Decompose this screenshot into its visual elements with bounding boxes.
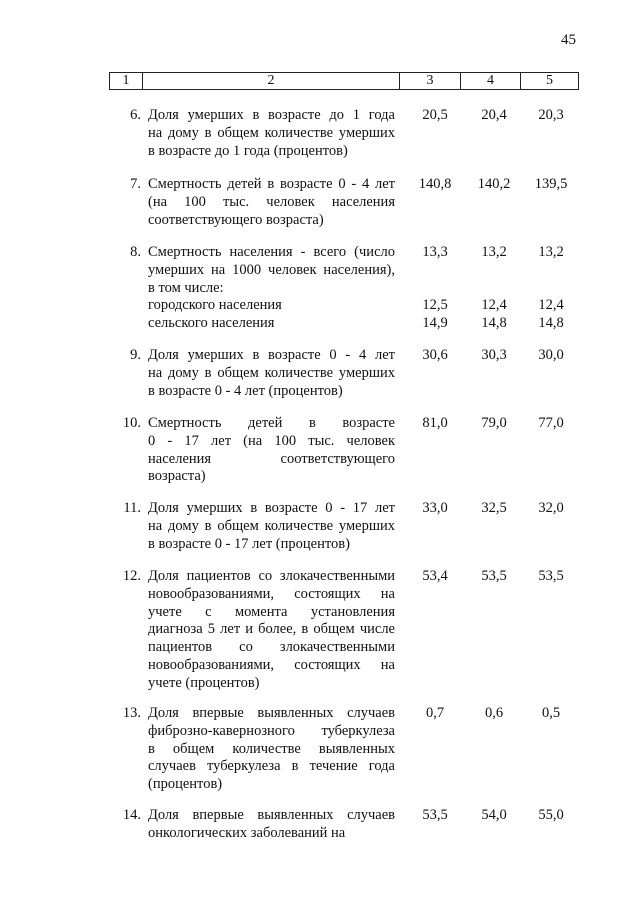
description-line: в общем количестве выявленных	[148, 740, 395, 757]
value-col-3	[405, 107, 465, 125]
value-col-5	[521, 176, 581, 194]
cell-value: 32,5	[481, 500, 507, 516]
page-number: 45	[561, 32, 576, 48]
cell-value: 20,5	[422, 107, 448, 123]
cell-value: 54,0	[481, 807, 507, 823]
cell-value: 14,8	[538, 315, 564, 332]
row-number: 7.	[130, 176, 141, 192]
value-col-4	[464, 807, 524, 825]
cell-value: 53,4	[422, 568, 448, 584]
value-col-5	[521, 415, 581, 433]
cell-value: 0,7	[425, 705, 445, 721]
value-col-4	[464, 347, 524, 365]
value-col-5	[521, 568, 581, 586]
header-col-3: 3	[400, 73, 461, 89]
value-col-3	[405, 347, 465, 365]
row-description	[148, 807, 395, 843]
description-line: населения соответствующего	[148, 450, 395, 467]
value-col-3	[405, 705, 465, 723]
cell-value	[405, 280, 465, 298]
value-col-3	[405, 176, 465, 194]
cell-value: 139,5	[534, 176, 568, 192]
cell-value: 77,0	[538, 415, 564, 431]
description-line: Доля впервые выявленных случаев	[148, 807, 395, 823]
description-line: онкологических заболеваний на	[148, 824, 346, 841]
cell-value: 53,5	[481, 568, 507, 584]
description-line: (процентов)	[148, 776, 223, 793]
description-line: Доля пациентов со злокачественными	[148, 568, 395, 584]
row-description	[148, 568, 395, 693]
description-line: в возрасте до 1 года (процентов)	[148, 142, 348, 159]
row-number: 6.	[130, 107, 141, 123]
header-col-2: 2	[143, 73, 400, 89]
cell-value: 20,3	[538, 107, 564, 123]
cell-value: 14,8	[481, 315, 507, 332]
description-line: в возрасте 0 - 17 лет (процентов)	[148, 535, 350, 552]
value-col-4	[464, 500, 524, 518]
cell-value: 81,0	[422, 415, 448, 431]
description-line: пациентов со злокачественными	[148, 639, 395, 656]
row-description	[148, 415, 395, 486]
row-number: 10.	[122, 415, 141, 431]
description-line: на дому в общем количестве умерших	[148, 517, 395, 534]
row-description	[148, 244, 395, 333]
cell-value: 79,0	[481, 415, 507, 431]
row-number: 9.	[130, 347, 141, 363]
row-number: 14.	[122, 807, 141, 823]
description-line: 0 - 17 лет (на 100 тыс. человек	[148, 432, 395, 449]
value-col-3	[405, 415, 465, 433]
description-line: учете (процентов)	[148, 674, 260, 691]
description-line: Доля умерших в возрасте 0 - 17 лет	[148, 500, 395, 516]
value-col-5	[521, 500, 581, 518]
table-header	[109, 72, 579, 90]
value-col-4	[464, 244, 524, 333]
description-line: фиброзно-кавернозного туберкулеза	[148, 722, 395, 739]
value-col-5	[521, 244, 581, 333]
value-col-4	[464, 107, 524, 125]
row-number: 12.	[122, 568, 141, 584]
cell-value: 33,0	[422, 500, 448, 516]
cell-value: 20,4	[481, 107, 507, 123]
description-line: новообразованиями, состоящих на	[148, 656, 395, 673]
description-line: в том числе:	[148, 279, 224, 296]
description-line: Доля умерших в возрасте до 1 года	[148, 107, 395, 123]
row-number: 13.	[122, 705, 141, 721]
description-line: городского населения	[148, 297, 282, 314]
cell-value: 0,6	[484, 705, 504, 721]
description-line: на дому в общем количестве умерших	[148, 364, 395, 381]
cell-value: 30,6	[422, 347, 448, 363]
cell-value: 13,2	[538, 244, 564, 260]
cell-value	[521, 280, 581, 298]
value-col-5	[521, 107, 581, 125]
cell-value: 32,0	[538, 500, 564, 516]
header-col-1: 1	[110, 73, 143, 89]
cell-value: 53,5	[538, 568, 564, 584]
row-number: 11.	[123, 500, 141, 516]
description-line: новообразованиями, состоящих на	[148, 585, 395, 602]
value-col-5	[521, 347, 581, 365]
cell-value	[405, 262, 465, 280]
cell-value	[464, 280, 524, 298]
cell-value: 140,2	[477, 176, 511, 192]
cell-value: 30,0	[538, 347, 564, 363]
description-line: Смертность детей в возрасте 0 - 4 лет	[148, 176, 395, 192]
cell-value: 12,5	[422, 297, 448, 314]
cell-value: 12,4	[538, 297, 564, 314]
description-line: возраста)	[148, 468, 206, 485]
cell-value: 13,2	[481, 244, 507, 260]
value-col-3	[405, 568, 465, 586]
description-line: учете с момента установления	[148, 603, 395, 620]
header-col-4: 4	[461, 73, 521, 89]
description-line: соответствующего возраста)	[148, 211, 324, 228]
row-description	[148, 500, 395, 553]
value-col-4	[464, 705, 524, 723]
row-description	[148, 347, 395, 400]
description-line: Доля впервые выявленных случаев	[148, 705, 395, 721]
description-line: Смертность населения - всего (число	[148, 244, 395, 260]
value-col-4	[464, 568, 524, 586]
description-line: Смертность детей в возрасте	[148, 415, 395, 431]
description-line: Доля умерших в возрасте 0 - 4 лет	[148, 347, 395, 363]
cell-value: 14,9	[422, 315, 448, 332]
value-col-4	[464, 176, 524, 194]
value-col-4	[464, 415, 524, 433]
cell-value: 30,3	[481, 347, 507, 363]
row-number: 8.	[130, 244, 141, 260]
value-col-5	[521, 807, 581, 825]
description-line: сельского населения	[148, 315, 275, 332]
description-line: умерших на 1000 человек населения),	[148, 261, 395, 278]
cell-value: 55,0	[538, 807, 564, 823]
description-line: (на 100 тыс. человек населения	[148, 193, 395, 210]
cell-value: 140,8	[418, 176, 452, 192]
description-line: диагноза 5 лет и более, в общем числе	[148, 621, 395, 638]
cell-value	[464, 262, 524, 280]
value-col-3	[405, 807, 465, 825]
value-col-3	[405, 500, 465, 518]
row-description	[148, 107, 395, 160]
description-line: на дому в общем количестве умерших	[148, 124, 395, 141]
row-description	[148, 705, 395, 794]
row-description	[148, 176, 395, 229]
cell-value: 53,5	[422, 807, 448, 823]
cell-value: 12,4	[481, 297, 507, 314]
value-col-3	[405, 244, 465, 333]
header-col-5: 5	[546, 73, 553, 88]
description-line: случаев туберкулеза в течение года	[148, 758, 395, 775]
value-col-5	[521, 705, 581, 723]
description-line: в возрасте 0 - 4 лет (процентов)	[148, 382, 343, 399]
cell-value	[521, 262, 581, 280]
cell-value: 0,5	[541, 705, 561, 721]
cell-value: 13,3	[422, 244, 448, 260]
